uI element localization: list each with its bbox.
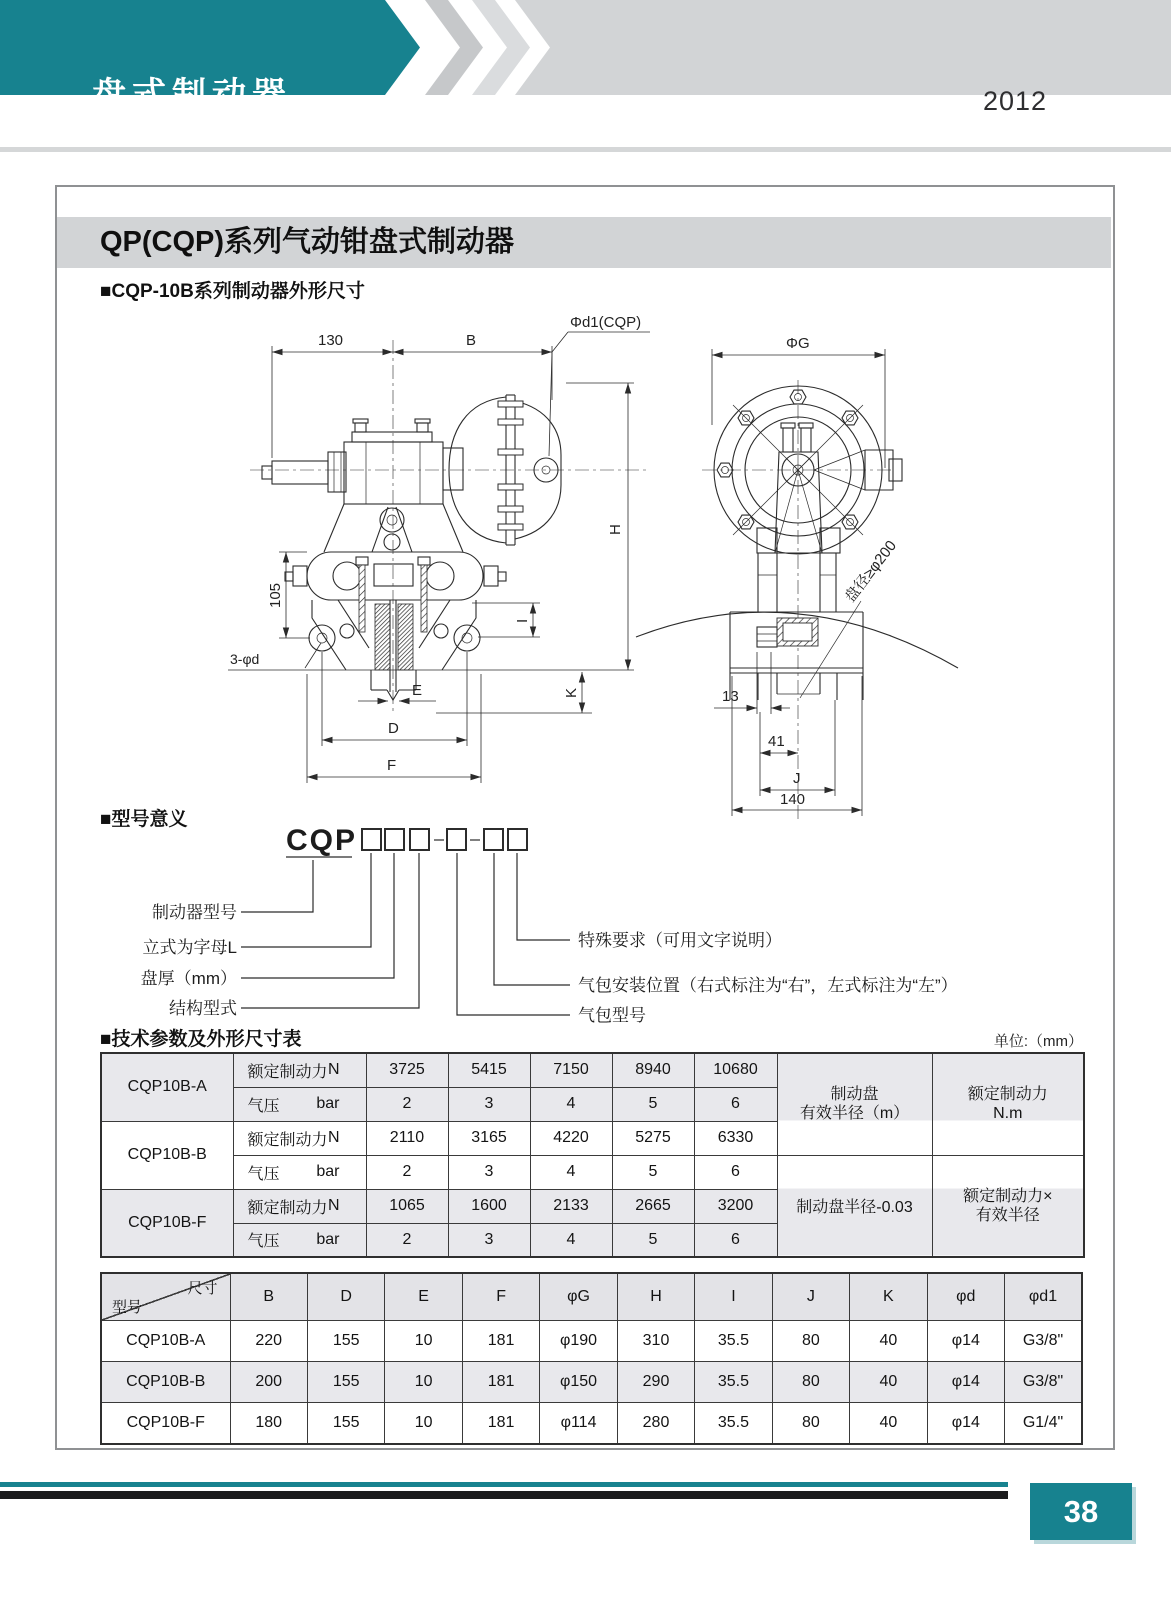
value-cell: 80 [772,1403,849,1444]
value-cell: 10 [385,1403,462,1444]
col-header: E [385,1273,462,1321]
value-torque-formula [932,1155,1084,1257]
row-label [233,1155,366,1189]
value-cell: 7150 [530,1053,612,1087]
value-cell: 220 [230,1321,307,1362]
torque-formula-line1: 额定制动力× [963,1187,1053,1205]
value-cell: φ14 [927,1321,1004,1362]
value-cell: 5415 [448,1053,530,1087]
page-number-badge: 38 [1030,1483,1132,1540]
corner-cell [101,1273,230,1321]
dim-130: 130 [318,332,344,349]
chevron-icon [425,0,483,95]
footer-black-rule [0,1491,1008,1499]
row-label [233,1223,366,1257]
value-cell: 80 [772,1362,849,1403]
col-header: φG [540,1273,617,1321]
value-cell: 4 [530,1155,612,1189]
label-pressure: 气压 [247,1165,280,1183]
model-cell: CQP10B-A [101,1321,230,1362]
model-code-diagram [100,828,1010,1028]
side-view-dimensions [230,314,650,783]
value-cell: φ114 [540,1403,617,1444]
label-pressure: 气压 [247,1233,280,1251]
col-header: φd1 [1005,1273,1082,1321]
value-cell: 8940 [612,1053,694,1087]
model-label-special: 特殊要求（可用文字说明） [578,931,782,950]
label-pressure: 气压 [247,1097,280,1115]
dim-K: K [563,687,580,698]
value-cell: G3/8" [1005,1321,1082,1362]
model-label-airbag-model: 气包型号 [578,1006,646,1025]
model-label-vertical: 立式为字母L [142,938,237,957]
dim-B: B [466,332,477,349]
header-rated-torque [932,1053,1084,1155]
col-header: φd [927,1273,1004,1321]
value-cell: 3 [448,1087,530,1121]
value-cell: 3 [448,1155,530,1189]
corner-model-label: 型号 [112,1299,143,1316]
value-cell: 181 [462,1321,539,1362]
value-cell: 10680 [694,1053,777,1087]
disc-diameter-note: 盘径≥φ200 [841,537,901,606]
header-rated-torque-line1: 额定制动力 [967,1086,1048,1104]
unit-label: 单位:（mm） [993,1033,1083,1050]
col-header: F [462,1273,539,1321]
header-gray-bar [515,0,1171,95]
page-title: QP(CQP)系列气动钳盘式制动器 [100,226,515,258]
value-cell: 6 [694,1087,777,1121]
col-header: H [617,1273,694,1321]
value-cell: 3200 [694,1189,777,1223]
header-disc-radius-line1: 制动盘 [830,1086,879,1104]
value-cell: 40 [850,1403,927,1444]
header-rated-torque-line2: N.m [993,1105,1023,1123]
row-label [233,1053,366,1087]
value-cell: G3/8" [1005,1362,1082,1403]
label-force: 额定制动力 [247,1199,328,1217]
header-disc-radius [777,1053,932,1155]
value-cell: 180 [230,1403,307,1444]
value-cell: 80 [772,1321,849,1362]
model-code-connectors [241,853,570,1015]
label-pressure-unit: bar [316,1230,340,1248]
value-cell: 2 [366,1155,448,1189]
value-cell: 4 [530,1223,612,1257]
dim-F: F [387,757,397,774]
model-label-airbag-pos: 气包安装位置（右式标注为“右”，左式标注为“左”） [578,976,958,995]
value-cell: 35.5 [695,1362,772,1403]
model-cell: CQP10B-F [101,1403,230,1444]
value-cell: 3725 [366,1053,448,1087]
value-cell: 6 [694,1155,777,1189]
dim-E: E [412,682,423,699]
label-pressure-unit: bar [316,1095,340,1112]
dim-phid1: Φd1(CQP) [570,314,642,331]
dim-140: 140 [780,791,806,808]
front-view-drawing [636,380,958,820]
model-code-boxes [362,829,527,850]
label-force: 额定制动力 [247,1131,328,1149]
dim-105: 105 [267,582,284,608]
model-label-structure: 结构型式 [169,999,237,1018]
value-cell: 4 [530,1087,612,1121]
label-pressure-unit: bar [316,1163,340,1180]
side-view-drawing [228,340,648,712]
value-cell: 5 [612,1087,694,1121]
col-header: B [230,1273,307,1321]
section-heading-table: ■技术参数及外形尺寸表 [100,1029,302,1050]
value-cell: φ150 [540,1362,617,1403]
value-cell: 5275 [612,1121,694,1155]
value-cell: 155 [307,1362,384,1403]
value-cell: 181 [462,1403,539,1444]
value-cell: 5 [612,1223,694,1257]
dim-41: 41 [768,733,785,750]
model-cell: CQP10B-B [101,1362,230,1403]
corner-dim-label: 尺寸 [187,1280,218,1297]
section-heading-drawing: ■CQP-10B系列制动器外形尺寸 [100,281,365,302]
value-cell: φ14 [927,1403,1004,1444]
catalog-year: 2012 [982,86,1048,116]
value-cell: 3 [448,1223,530,1257]
model-cell: CQP10B-F [101,1189,233,1257]
value-cell: 6 [694,1223,777,1257]
parameters-table [100,1052,1085,1258]
value-cell: 2110 [366,1121,448,1155]
row-label [233,1087,366,1121]
row-label [233,1121,366,1155]
value-cell: 155 [307,1403,384,1444]
title-band [57,217,1111,268]
value-cell: 40 [850,1321,927,1362]
value-cell: 155 [307,1321,384,1362]
value-cell: 2 [366,1223,448,1257]
col-header: D [307,1273,384,1321]
dim-H: H [607,524,624,535]
value-cell: 35.5 [695,1403,772,1444]
dim-3phid: 3-φd [230,651,260,667]
dim-13: 13 [722,688,739,705]
value-cell: 1600 [448,1189,530,1223]
torque-formula-line2: 有效半径 [975,1206,1040,1224]
value-cell: φ14 [927,1362,1004,1403]
header-disc-radius-line2: 有效半径（m） [799,1105,910,1123]
value-cell: 35.5 [695,1321,772,1362]
value-cell: 290 [617,1362,694,1403]
value-cell: 5 [612,1155,694,1189]
value-cell: 310 [617,1321,694,1362]
value-cell: φ190 [540,1321,617,1362]
value-cell: 10 [385,1362,462,1403]
diagonal-divider [102,1274,230,1320]
value-cell: 3165 [448,1121,530,1155]
model-prefix: CQP [286,828,358,857]
value-cell: 1065 [366,1189,448,1223]
model-cell: CQP10B-B [101,1121,233,1189]
banner-title: 盘式制动器 [92,76,292,114]
dim-J: J [793,770,801,787]
model-label-thickness: 盘厚（mm） [140,969,237,988]
col-header: J [772,1273,849,1321]
value-cell: G1/4" [1005,1403,1082,1444]
value-cell: 200 [230,1362,307,1403]
value-cell: 181 [462,1362,539,1403]
value-cell: 280 [617,1403,694,1444]
row-label [233,1189,366,1223]
footer-teal-rule [0,1482,1008,1487]
value-cell: 2665 [612,1189,694,1223]
value-cell: 40 [850,1362,927,1403]
label-force-unit: N [327,1129,340,1146]
model-label-type: 制动器型号 [152,903,237,922]
dim-I: I [514,618,531,623]
label-force-unit: N [327,1197,340,1214]
section-heading-model: ■型号意义 [100,809,188,830]
header-rule [0,147,1171,152]
value-disc-radius: 制动盘半径-0.03 [777,1155,932,1257]
label-force-unit: N [327,1061,340,1079]
col-header: I [695,1273,772,1321]
dimensions-table [100,1272,1083,1445]
col-header: K [850,1273,927,1321]
dim-D: D [388,720,399,737]
value-cell: 4220 [530,1121,612,1155]
technical-drawing [100,300,1083,825]
label-force: 额定制动力 [247,1063,328,1081]
model-cell: CQP10B-A [101,1053,233,1121]
value-cell: 10 [385,1321,462,1362]
value-cell: 6330 [694,1121,777,1155]
dim-phiG: ΦG [786,335,810,352]
value-cell: 2133 [530,1189,612,1223]
value-cell: 2 [366,1087,448,1121]
